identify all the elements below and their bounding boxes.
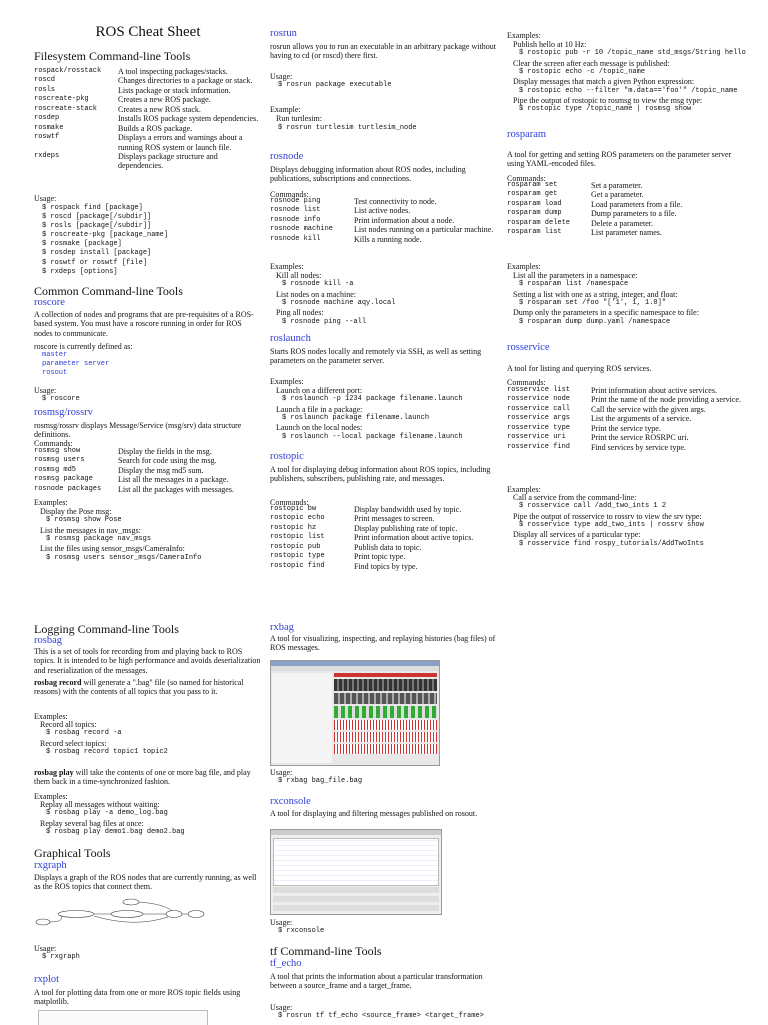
rosbag-play-text [34, 768, 262, 787]
command-desc: Creates a new ROS package. [118, 95, 211, 105]
rxbag-timeline [334, 673, 437, 677]
example-text: Launch on a different port: [276, 386, 363, 395]
rxbag-toolbar [271, 666, 439, 671]
tf-echo-desc: A tool that prints the information about a particular transformation between a source_frame and a target_frame. [270, 972, 483, 991]
command-row [270, 543, 500, 552]
example-code: $ rosparam list /namespace [519, 280, 629, 289]
rosnode-examples [270, 271, 500, 327]
command-name: rosls [34, 85, 56, 94]
example-text: List the files using sensor_msgs/CameraInfo: [40, 544, 185, 554]
rxgraph-usage-label: Usage: [34, 944, 57, 953]
example-text: Publish hello at 10 Hz: [513, 40, 587, 49]
command-name: rosparam dump [507, 209, 562, 218]
example-code: $ rosmsg show Pose [46, 516, 122, 525]
roscore-desc: A collection of nodes and programs that are pre-requisites of a ROS-based system. You must have a roscore running in order for ROS nodes to communicate. [34, 310, 254, 338]
command-desc: List all the packages with messages. [118, 484, 234, 494]
rosparam-title: rosparam [507, 129, 547, 140]
example-code: $ rosservice call /add_two_ints 1 2 [519, 502, 667, 511]
rosnode-examples-label: Examples: [270, 262, 304, 271]
command-desc: List all the messages in a package. [118, 475, 229, 485]
example-text: Record select topics: [40, 738, 107, 748]
command-name: rostopic list [270, 533, 325, 542]
command-desc: List parameter names. [591, 228, 662, 238]
rosnode-title: rosnode [270, 151, 304, 162]
command-desc: Publish data to topic. [354, 542, 422, 552]
command-desc: Installs ROS package system dependencies. [118, 114, 259, 124]
example-text: Launch a file in a package: [276, 404, 363, 414]
command-name: rosservice uri [507, 433, 566, 442]
graphical-heading: Graphical Tools [34, 846, 111, 860]
tf-echo-usage-label: Usage: [270, 1003, 293, 1012]
example-code: $ rosnode kill -a [282, 280, 354, 289]
command-row [270, 505, 500, 514]
example-text: Replay all messages without waiting: [40, 800, 160, 809]
example-code: $ rosbag play demo1.bag demo2.bag [46, 827, 185, 836]
example-code: $ rosbag record topic1 topic2 [46, 747, 168, 756]
command-row [270, 216, 500, 225]
command-name: rosnode ping [270, 197, 321, 205]
command-name: rosservice type [507, 423, 571, 432]
example-code: $ rosbag play -a demo_log.bag [46, 809, 168, 818]
rxconsole-filter-bar [273, 896, 439, 902]
example-code: $ roslaunch --local package filename.launch [282, 432, 463, 441]
command-row [34, 76, 262, 85]
example-code: $ rostopic echo --filter "m.data=='foo'" /topic_name [519, 86, 738, 95]
usage-line: $ roscreate-pkg [package_name] [42, 231, 169, 240]
rosservice-table [507, 386, 742, 452]
command-row [270, 514, 500, 523]
command-name: roscd [34, 76, 56, 85]
command-row [34, 114, 262, 123]
command-row [270, 206, 500, 215]
example-code: $ rosnode ping --all [282, 317, 367, 326]
rxplot-desc: A tool for plotting data from one or more ROS topic fields using matplotlib. [34, 988, 241, 1007]
command-row [34, 475, 262, 484]
command-name: rosservice call [507, 404, 571, 413]
command-name: rosservice find [507, 442, 571, 451]
example-code: $ rosparam set /foo "['1', 1, 1.0]" [519, 298, 667, 307]
example-text: List nodes on a machine: [276, 289, 356, 299]
rosservice-title: rosservice [507, 342, 550, 353]
command-desc: Creates a new ROS stack. [118, 104, 201, 114]
command-row [34, 67, 262, 76]
roscore-item: rosout [42, 369, 68, 378]
command-name: rosmsg md5 [34, 465, 77, 474]
command-row [34, 456, 262, 465]
page-title: ROS Cheat Sheet [95, 24, 201, 40]
rosbag-record-desc: will generate a ".bag" file (so named for historical reasons) with the contents of all topics that you pass to it. [34, 678, 244, 697]
command-row [507, 414, 742, 423]
rosrun-example-code: $ rosrun turtlesim turtlesim_node [278, 124, 417, 132]
command-row [34, 133, 262, 152]
roscore-item: master [42, 351, 68, 359]
command-row [507, 181, 742, 190]
rosbag-ex1-label: Examples: [34, 712, 68, 721]
rxbag-image-strip [334, 693, 437, 704]
usage-line: $ rxdeps [options] [42, 267, 118, 276]
command-desc: Set a parameter. [591, 181, 643, 190]
rosrun-example-text: Run turtlesim: [276, 114, 322, 123]
command-row [34, 124, 262, 133]
rxplot-title: rxplot [34, 974, 60, 985]
command-name: rosparam set [507, 181, 558, 189]
command-desc: Display bandwidth used by topic. [354, 505, 462, 514]
rxconsole-filter-bar [273, 887, 439, 893]
example-text: Ping all nodes: [276, 308, 324, 318]
rxbag-usage: $ rxbag bag_file.bag [278, 777, 363, 785]
rosrun-usage-label: Usage: [270, 72, 293, 81]
command-name: rosservice list [507, 386, 571, 394]
command-row [507, 209, 742, 218]
command-desc: List the arguments of a service. [591, 414, 692, 424]
command-row [270, 197, 500, 206]
rostopic-commands-label: Commands: [270, 498, 309, 507]
command-name: rostopic pub [270, 542, 321, 551]
example-code: $ rosservice find rospy_tutorials/AddTwoInts [519, 539, 704, 548]
command-desc: Changes directories to a package or stack. [118, 76, 253, 86]
rxconsole-screenshot [270, 829, 442, 915]
command-desc: Display the fields in the msg. [118, 447, 212, 456]
command-name: rospack/rosstack [34, 67, 102, 75]
command-name: rosnode kill [270, 234, 321, 243]
rosnode-desc: Displays debugging information about ROS nodes, including publications, subscriptions and connections. [270, 165, 466, 184]
rosbag-desc: This is a set of tools for recording from and playing back to ROS topics. It is intended to be high performance and avoids deserialization and reserialization of the messages. [34, 647, 261, 675]
rosbag-record-cmd: rosbag record [34, 678, 82, 687]
example-code: $ rosmsg users sensor_msgs/CameraInfo [46, 553, 202, 562]
command-name: roswtf [34, 133, 60, 142]
command-name: rosmsg show [34, 447, 81, 455]
example-text: Record all topics: [40, 720, 97, 729]
command-desc: Print topic type. [354, 552, 406, 562]
command-desc: Print the service type. [591, 423, 661, 433]
command-name: rosparam get [507, 190, 558, 199]
example-text: Display all services of a particular type: [513, 530, 641, 540]
rxbag-screenshot [270, 660, 440, 766]
tf-heading: tf Command-line Tools [270, 944, 382, 958]
command-name: rosparam load [507, 199, 562, 208]
example-text: Call a service from the command-line: [513, 493, 637, 502]
roscore-title: roscore [34, 297, 65, 308]
command-row [34, 485, 262, 494]
example-text: Pipe the output of rosservice to rossrv to view the srv type: [513, 511, 702, 521]
command-row [270, 533, 500, 542]
command-row [507, 228, 742, 237]
rxgraph-usage: $ rxgraph [42, 953, 80, 961]
rxconsole-message-list [273, 838, 439, 886]
command-name: rosservice node [507, 395, 571, 404]
rosrun-title: rosrun [270, 28, 297, 39]
rxbag-image-strip [334, 679, 437, 691]
example-text: Display the Pose msg: [40, 507, 112, 516]
rxbag-message-strip [334, 732, 437, 742]
command-row [507, 395, 742, 404]
rosmsg-desc: rosmsg/rossrv displays Message/Service (msg/srv) data structure definitions. [34, 421, 242, 440]
usage-line: $ roscd [package[/subdir]] [42, 213, 152, 222]
roscore-defined: roscore is currently defined as: [34, 342, 133, 351]
rosbag-ex2 [34, 800, 262, 837]
command-desc: Displays a errors and warnings about a running ROS system or launch file. [118, 133, 243, 152]
command-name: rosnode packages [34, 484, 102, 493]
command-desc: Lists package or stack information. [118, 85, 231, 95]
command-name: rostopic echo [270, 514, 325, 523]
command-name: rostopic bw [270, 505, 317, 513]
command-name: rosmake [34, 123, 64, 132]
rosservice-examples-label: Examples: [507, 485, 541, 494]
example-code: $ rosmsg package nav_msgs [46, 534, 152, 543]
rxconsole-title: rxconsole [270, 796, 311, 807]
command-desc: Print information about a node. [354, 215, 455, 225]
rostopic-table [270, 505, 500, 571]
rosmsg-commands-label: Commands: [34, 439, 73, 448]
common-heading: Common Command-line Tools [34, 284, 183, 298]
command-desc: List active nodes. [354, 206, 411, 216]
command-name: rosnode info [270, 215, 321, 224]
command-desc: Call the service with the given args. [591, 404, 706, 414]
rosparam-table [507, 181, 742, 238]
roscore-item: parameter server [42, 360, 110, 369]
rosservice-commands-label: Commands: [507, 378, 546, 387]
rxconsole-titlebar [271, 830, 441, 835]
rostopic-desc: A tool for displaying debug information about ROS topics, including publishers, subscribers, publishing rate, and messages. [270, 465, 491, 484]
command-name: rosnode list [270, 206, 321, 215]
filesystem-table [34, 67, 262, 171]
rosparam-examples [507, 271, 742, 327]
rxplot-screenshot [38, 1010, 208, 1025]
example-text: Kill all nodes: [276, 271, 322, 280]
rosmsg-title: rosmsg/rossrv [34, 407, 93, 418]
command-row [34, 86, 262, 95]
rosrun-desc: rosrun allows you to run an executable in an arbitrary package without having to cd (or roscd) there first. [270, 42, 496, 61]
rostopic-examples-label: Examples: [507, 31, 541, 40]
command-name: rosnode machine [270, 225, 334, 234]
command-row [270, 552, 500, 561]
command-desc: Find services by service type. [591, 442, 686, 452]
roslaunch-examples [270, 386, 500, 442]
rxconsole-status-bar [273, 905, 439, 911]
command-row [270, 524, 500, 533]
command-row [270, 562, 500, 571]
command-row [34, 466, 262, 475]
usage-line: $ rosls [package[/subdir]] [42, 222, 152, 231]
rosparam-commands-label: Commands: [507, 174, 546, 183]
command-name: rosparam delete [507, 218, 571, 227]
command-row [507, 386, 742, 395]
rosbag-play-desc: will take the contents of one or more bag file, and play them back in a time-synchronized fashion. [34, 768, 251, 787]
command-row [270, 225, 500, 234]
example-code: $ rosbag record -a [46, 729, 122, 738]
rosbag-record-text [34, 678, 262, 697]
command-desc: List nodes running on a particular machine. [354, 225, 494, 235]
example-text: Dump only the parameters in a specific namespace to file: [513, 308, 699, 318]
rosbag-ex2-label: Examples: [34, 792, 68, 801]
command-name: roscreate-stack [34, 104, 98, 113]
rosparam-desc: A tool for getting and setting ROS parameters on the parameter server using YAML-encoded files. [507, 150, 732, 169]
example-text: Launch on the local nodes: [276, 423, 363, 433]
rxbag-desc: A tool for visualizing, inspecting, and replaying histories (bag files) of ROS messages. [270, 634, 496, 653]
rxbag-topic-list [272, 673, 332, 763]
command-row [507, 424, 742, 433]
command-desc: Dump parameters to a file. [591, 209, 677, 219]
command-row [34, 95, 262, 104]
command-row [34, 105, 262, 114]
example-text: Pipe the output of rostopic to rosmsg to view the msg type: [513, 95, 703, 105]
usage-line: $ rospack find [package] [42, 204, 143, 212]
rosparam-examples-label: Examples: [507, 262, 541, 271]
example-code: $ rosservice type add_two_ints | rossrv show [519, 520, 704, 529]
filesystem-usage-label: Usage: [34, 194, 57, 203]
rxconsole-desc: A tool for displaying and filtering messages published on rosout. [270, 809, 478, 818]
command-name: rosparam list [507, 228, 562, 237]
command-name: roscreate-pkg [34, 95, 89, 104]
example-code: $ rostopic type /topic_name | rosmsg show [519, 105, 692, 114]
rosmsg-table [34, 447, 262, 494]
command-desc: Test connectivity to node. [354, 197, 437, 206]
roslaunch-title: roslaunch [270, 333, 311, 344]
command-name: rosmsg package [34, 475, 93, 484]
command-desc: Delete a parameter. [591, 218, 653, 228]
rosservice-examples [507, 493, 742, 549]
roscore-usage-label: Usage: [34, 386, 57, 395]
command-name: rostopic hz [270, 523, 317, 532]
command-row [507, 443, 742, 452]
example-text: List all the parameters in a namespace: [513, 271, 638, 280]
example-code: $ rosparam dump dump.yaml /namespace [519, 317, 671, 326]
command-row [507, 190, 742, 199]
example-text: Clear the screen after each message is published: [513, 58, 670, 68]
command-name: rxdeps [34, 151, 60, 160]
rxbag-image-strip [334, 706, 437, 718]
filesystem-usage [42, 204, 168, 277]
rosmsg-examples-label: Examples: [34, 498, 68, 507]
rosrun-usage: $ rosrun package executable [278, 81, 392, 89]
usage-line: $ rosmake [package] [42, 240, 122, 249]
usage-line: $ rosdep install [package] [42, 249, 152, 258]
command-desc: Print the service ROSRPC uri. [591, 433, 689, 443]
command-row [507, 219, 742, 228]
example-text: Replay several bag files at once: [40, 818, 144, 828]
rxbag-title: rxbag [270, 622, 294, 633]
rxgraph-title: rxgraph [34, 860, 67, 871]
roscore-items [42, 351, 109, 378]
rxgraph-desc: Displays a graph of the ROS nodes that are currently running, as well as the ROS topics that connect them. [34, 873, 257, 892]
rostopic-title: rostopic [270, 451, 304, 462]
command-row [34, 447, 262, 456]
command-row [270, 235, 500, 244]
example-code: $ rostopic pub -r 10 /topic_name std_msgs/String hello [519, 49, 746, 58]
rosbag-title: rosbag [34, 635, 62, 646]
filesystem-heading: Filesystem Command-line Tools [34, 49, 191, 63]
example-code: $ rosnode machine aqy.local [282, 298, 396, 307]
command-desc: Display publishing rate of topic. [354, 523, 458, 533]
command-desc: Search for code using the msg. [118, 456, 217, 466]
rosnode-table [270, 197, 500, 244]
command-row [34, 152, 262, 171]
example-code: $ roslaunch package filename.launch [282, 413, 430, 422]
command-desc: Print the name of the node providing a service. [591, 395, 741, 405]
rxbag-message-strip [334, 720, 437, 730]
tf-echo-title: tf_echo [270, 958, 302, 969]
rosnode-commands-label: Commands: [270, 190, 309, 199]
rxconsole-usage: $ rxconsole [278, 927, 325, 935]
rxbag-usage-label: Usage: [270, 768, 293, 777]
command-desc: Print messages to screen. [354, 514, 435, 524]
rxconsole-usage-label: Usage: [270, 918, 293, 927]
example-code: $ rostopic echo -c /topic_name [519, 67, 646, 76]
rosbag-ex1 [34, 720, 262, 757]
command-name: rostopic find [270, 561, 325, 570]
rosrun-example-label: Example: [270, 105, 301, 114]
command-desc: Find topics by type. [354, 561, 418, 571]
rosservice-desc: A tool for listing and querying ROS services. [507, 364, 652, 373]
command-desc: Print information about active services. [591, 386, 717, 395]
command-row [507, 200, 742, 209]
rosmsg-examples [34, 507, 262, 563]
rxbag-message-strip [334, 744, 437, 754]
command-desc: A tool inspecting packages/stacks. [118, 67, 228, 76]
roslaunch-examples-label: Examples: [270, 377, 304, 386]
command-desc: Kills a running node. [354, 234, 422, 244]
example-code: $ roslaunch -p 1234 package filename.launch [282, 395, 463, 404]
command-name: rosmsg users [34, 456, 85, 465]
roscore-usage: $ roscore [42, 395, 80, 403]
command-name: rosdep [34, 114, 60, 123]
command-row [507, 405, 742, 414]
example-text: Setting a list with one as a string, integer, and float: [513, 289, 678, 299]
example-text: Display messages that match a given Python expression: [513, 77, 695, 87]
rostopic-examples [507, 40, 746, 114]
command-name: rosservice args [507, 414, 571, 423]
command-desc: Builds a ROS package. [118, 123, 193, 133]
command-desc: Get a parameter. [591, 190, 644, 200]
roslaunch-desc: Starts ROS nodes locally and remotely via SSH, as well as setting parameters on the parameter server. [270, 347, 482, 366]
example-text: List the messages in nav_msgs: [40, 525, 141, 535]
command-desc: Displays package structure and dependencies. [118, 151, 218, 171]
command-desc: Load parameters from a file. [591, 199, 683, 209]
rosbag-play-cmd: rosbag play [34, 768, 74, 777]
logging-heading: Logging Command-line Tools [34, 622, 179, 636]
tf-echo-usage: $ rosrun tf tf_echo <source_frame> <target_frame> [278, 1012, 484, 1020]
command-name: rostopic type [270, 552, 325, 561]
command-row [507, 433, 742, 442]
usage-line: $ roswtf or roswtf [file] [42, 258, 148, 267]
rxgraph-diagram [34, 896, 206, 932]
command-desc: Print information about active topics. [354, 533, 474, 543]
command-desc: Display the msg md5 sum. [118, 465, 204, 475]
